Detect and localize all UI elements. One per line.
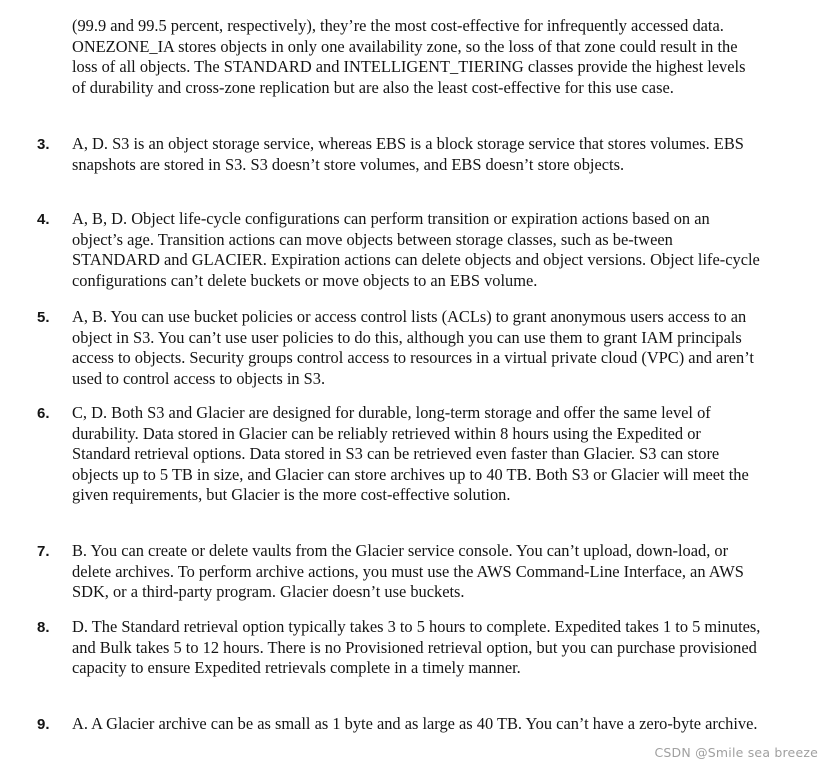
answer-number: 4.	[37, 211, 50, 228]
answer-text: A, B, D. Object life-cycle configurations can perform transition or expiration actions based on an object’s age. Transition actions can move objects between storage classes, such as be-tween STANDARD and GLACIER. Expiration actions can delete objects and object versions. Object life-cycle configurations can’t delete buckets or move objects to an EBS volume.	[72, 209, 760, 290]
answer-text: C, D. Both S3 and Glacier are designed for durable, long-term storage and offer the same level of durability. Data stored in Glacier can be reliably retrieved within 8 hours using the Expedited or Standard retrieval options. Data stored in S3 can be retrieved even faster than Glacier. S3 can store objects up to 5 TB in size, and Glacier can store archives up to 40 TB. Both S3 or Glacier will meet the given requirements, but Glacier is the more cost-effective solution.	[72, 403, 749, 505]
answer-number: 9.	[37, 716, 50, 733]
answer-text: A, B. You can use bucket policies or access control lists (ACLs) to grant anonymous users access to an object in S3. You can’t use user policies to do this, although you can use them to grant IAM principals access to objects. Security groups control access to resources in a virtual private cloud (VPC) and aren’t used to control access to objects in S3.	[72, 307, 754, 388]
answer-number: 7.	[37, 543, 50, 560]
continuation-paragraph: (99.9 and 99.5 percent, respectively), they’re the most cost-effective for infrequently accessed data. ONEZONE_IA stores objects in only one availability zone, so the loss of that zone could result in the loss of all objects. The STANDARD and INTELLIGENT_TIERING classes provide the highest levels of durability and cross-zone replication but are also the least cost-effective for this use case.	[72, 16, 746, 97]
answer-text: B. You can create or delete vaults from the Glacier service console. You can’t upload, down-load, or delete archives. To perform archive actions, you must use the AWS Command-Line Interface, an AWS SDK, or a third-party program. Glacier doesn’t use buckets.	[72, 541, 744, 602]
answer-number: 6.	[37, 405, 50, 422]
answer-text: A. A Glacier archive can be as small as 1 byte and as large as 40 TB. You can’t have a zero-byte archive.	[72, 714, 758, 733]
watermark: CSDN @Smile sea breeze	[654, 745, 818, 760]
answer-number: 3.	[37, 136, 50, 153]
answer-text: D. The Standard retrieval option typically takes 3 to 5 hours to complete. Expedited takes 1 to 5 minutes, and Bulk takes 5 to 12 hours. There is no Provisioned retrieval option, but you can purchase provisioned capacity to ensure Expedited retrievals complete in a timely manner.	[72, 617, 761, 678]
answer-number: 5.	[37, 309, 50, 326]
answer-number: 8.	[37, 619, 50, 636]
answer-text: A, D. S3 is an object storage service, whereas EBS is a block storage service that stores volumes. EBS snapshots are stored in S3. S3 doesn’t store volumes, and EBS doesn’t store objects.	[72, 134, 744, 174]
